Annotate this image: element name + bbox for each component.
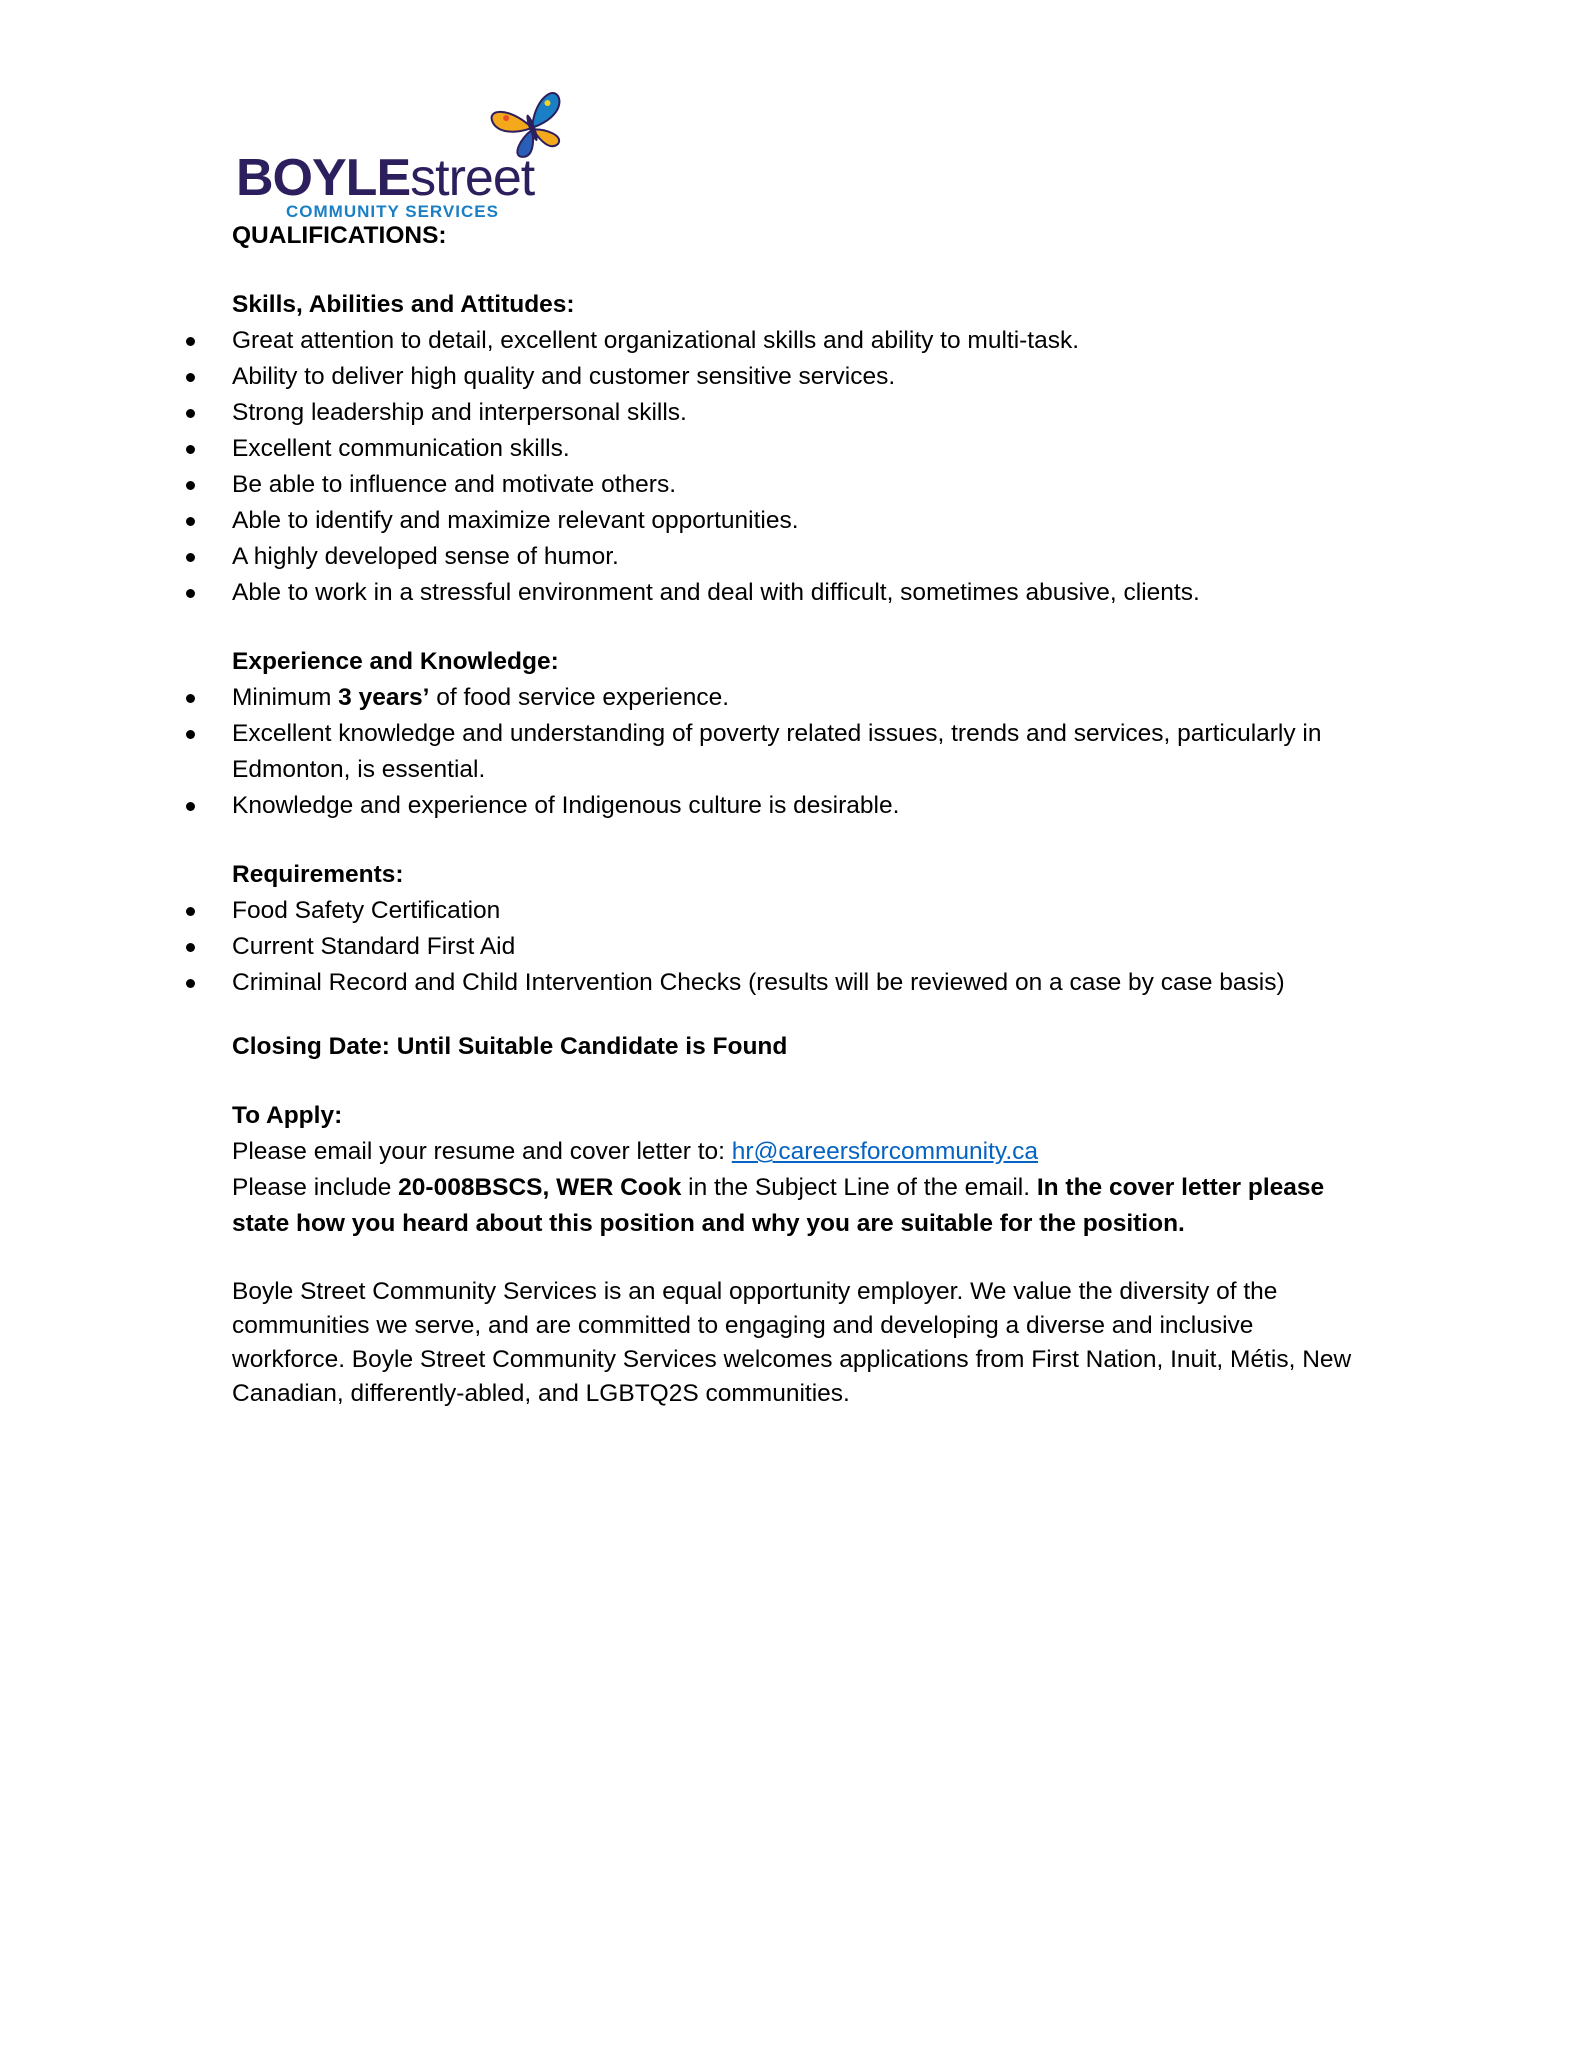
skills-list bbox=[232, 323, 1362, 611]
equal-opportunity-statement: Boyle Street Community Services is an equal opportunity employer. We value the diversity of the communities we serve, and are committed to engaging and developing a diverse and inclusive workforce. Boyle Street Community Services welcomes applications from First Nation, Inuit, Métis, New Canadian, differently-abled, and LGBTQ2S communities. bbox=[232, 1278, 1352, 1407]
list-item: Minimum 3 years’ of food service experience. bbox=[232, 680, 1362, 716]
job-posting-content bbox=[232, 218, 1362, 1411]
list-item: Strong leadership and interpersonal skills. bbox=[232, 395, 1362, 431]
list-item: Excellent communication skills. bbox=[232, 431, 1362, 467]
experience-heading: Experience and Knowledge: bbox=[232, 648, 559, 675]
requirements-list bbox=[232, 893, 1362, 1001]
requirements-heading: Requirements: bbox=[232, 861, 404, 888]
list-item: A highly developed sense of humor. bbox=[232, 539, 1362, 575]
list-item: Able to identify and maximize relevant opportunities. bbox=[232, 503, 1362, 539]
skills-heading: Skills, Abilities and Attitudes: bbox=[232, 291, 575, 318]
list-item: Great attention to detail, excellent organizational skills and ability to multi-task. bbox=[232, 323, 1362, 359]
logo-wordmark: BOYLEstreet bbox=[236, 149, 535, 207]
list-item: Food Safety Certification bbox=[232, 893, 1362, 929]
logo-subtitle: COMMUNITY SERVICES bbox=[286, 202, 499, 221]
email-link[interactable]: hr@careersforcommunity.ca bbox=[731, 1138, 1039, 1165]
apply-subject-line: Please include 20-008BSCS, WER Cook in the Subject Line of the email. In the cover letter please state how you heard about this position and why you are suitable for the position. bbox=[232, 1174, 1325, 1237]
list-item: Ability to deliver high quality and customer sensitive services. bbox=[232, 359, 1362, 395]
list-item: Current Standard First Aid bbox=[232, 929, 1362, 965]
list-item: Be able to influence and motivate others. bbox=[232, 467, 1362, 503]
list-item: Knowledge and experience of Indigenous culture is desirable. bbox=[232, 788, 1362, 824]
experience-list bbox=[232, 680, 1362, 824]
list-item: Able to work in a stressful environment and deal with difficult, sometimes abusive, clients. bbox=[232, 575, 1362, 611]
list-item: Criminal Record and Child Intervention Checks (results will be reviewed on a case by case basis) bbox=[232, 965, 1362, 1001]
apply-email-line: Please email your resume and cover letter to: hr@careersforcommunity.ca bbox=[232, 1138, 1039, 1165]
apply-heading: To Apply: bbox=[232, 1102, 343, 1129]
page-title: QUALIFICATIONS: bbox=[232, 222, 447, 249]
organization-logo bbox=[236, 90, 576, 220]
closing-date: Closing Date: Until Suitable Candidate is Found bbox=[232, 1033, 788, 1060]
list-item: Excellent knowledge and understanding of poverty related issues, trends and services, particularly in Edmonton, is essential. bbox=[232, 716, 1362, 788]
